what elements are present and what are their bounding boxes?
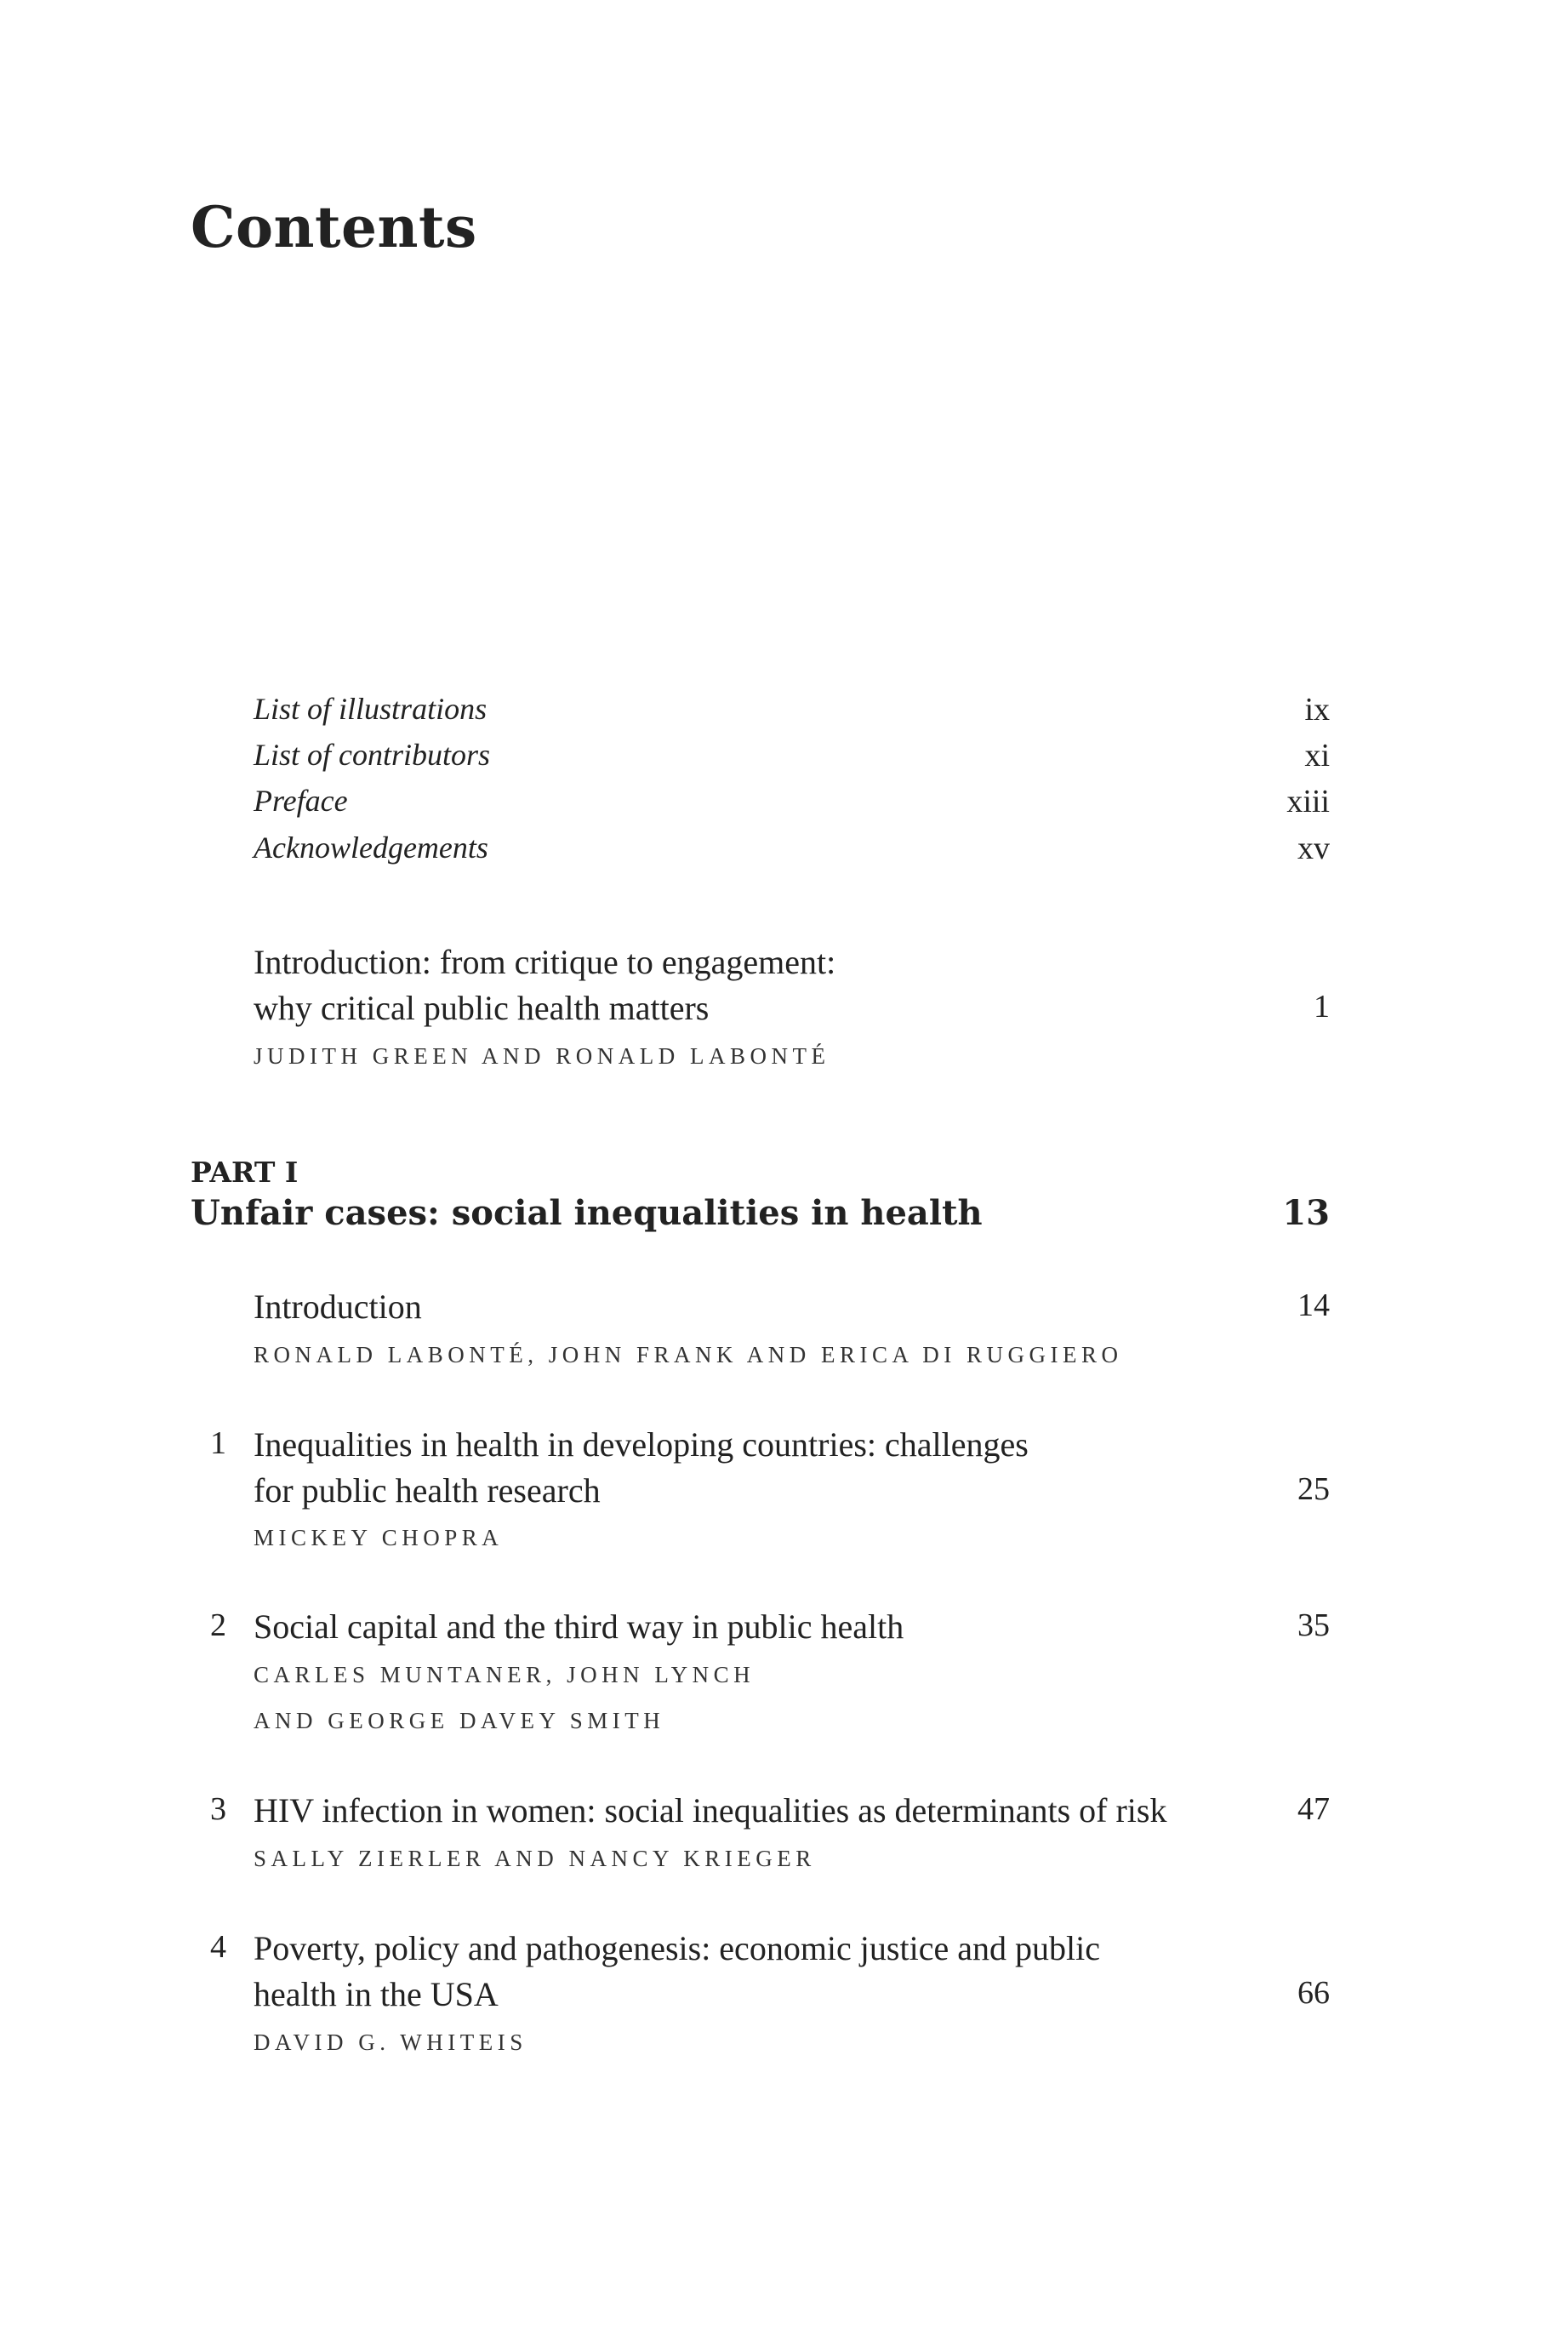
chapter-number: 2	[210, 1607, 226, 1643]
chapter-number: 4	[210, 1929, 226, 1965]
intro-authors: JUDITH GREEN AND RONALD LABONTÉ	[254, 1043, 830, 1069]
part-page: 13	[1282, 1193, 1330, 1233]
front-matter-label[interactable]: Preface	[254, 784, 348, 818]
page-title: Contents	[191, 194, 477, 260]
chapter-number: 1	[210, 1425, 226, 1461]
chapter-page: 66	[1297, 1975, 1330, 2011]
front-matter-label[interactable]: List of contributors	[254, 738, 491, 772]
front-matter-label[interactable]: Acknowledgements	[254, 831, 488, 865]
chapter-number: 3	[210, 1791, 226, 1827]
part-intro-title[interactable]: Introduction	[254, 1287, 422, 1326]
front-matter-page: xv	[1297, 831, 1330, 866]
part-title[interactable]: Unfair cases: social inequalities in health	[191, 1193, 983, 1233]
chapter-authors: SALLY ZIERLER AND NANCY KRIEGER	[254, 1846, 816, 1871]
chapter-authors: CARLES MUNTANER, JOHN LYNCH	[254, 1662, 755, 1687]
intro-title-line1[interactable]: Introduction: from critique to engagement:	[254, 943, 836, 981]
part-intro-authors: RONALD LABONTÉ, JOHN FRANK AND ERICA DI RUGGIERO	[254, 1342, 1123, 1367]
chapter-page: 47	[1297, 1791, 1330, 1827]
chapter-title-line2[interactable]: health in the USA	[254, 1975, 499, 2013]
chapter-title-line1[interactable]: HIV infection in women: social inequalities as determinants of risk	[254, 1791, 1167, 1830]
chapter-authors: MICKEY CHOPRA	[254, 1525, 504, 1550]
intro-page: 1	[1314, 989, 1330, 1025]
chapter-title-line1[interactable]: Social capital and the third way in public health	[254, 1607, 904, 1646]
chapter-title-line1[interactable]: Poverty, policy and pathogenesis: economic justice and public	[254, 1929, 1100, 1967]
part-label: PART I	[191, 1156, 299, 1189]
front-matter-page: ix	[1304, 692, 1330, 728]
chapter-title-line2[interactable]: for public health research	[254, 1471, 601, 1510]
chapter-authors: DAVID G. WHITEIS	[254, 2029, 527, 2055]
chapter-page: 35	[1297, 1607, 1330, 1643]
chapter-title-line1[interactable]: Inequalities in health in developing countries: challenges	[254, 1425, 1029, 1464]
front-matter-page: xi	[1304, 738, 1330, 774]
front-matter-label[interactable]: List of illustrations	[254, 692, 488, 726]
intro-title-line2[interactable]: why critical public health matters	[254, 989, 710, 1027]
chapter-authors: AND GEORGE DAVEY SMITH	[254, 1708, 665, 1733]
front-matter-page: xiii	[1286, 784, 1330, 819]
chapter-page: 25	[1297, 1471, 1330, 1507]
part-intro-page: 14	[1297, 1287, 1330, 1323]
